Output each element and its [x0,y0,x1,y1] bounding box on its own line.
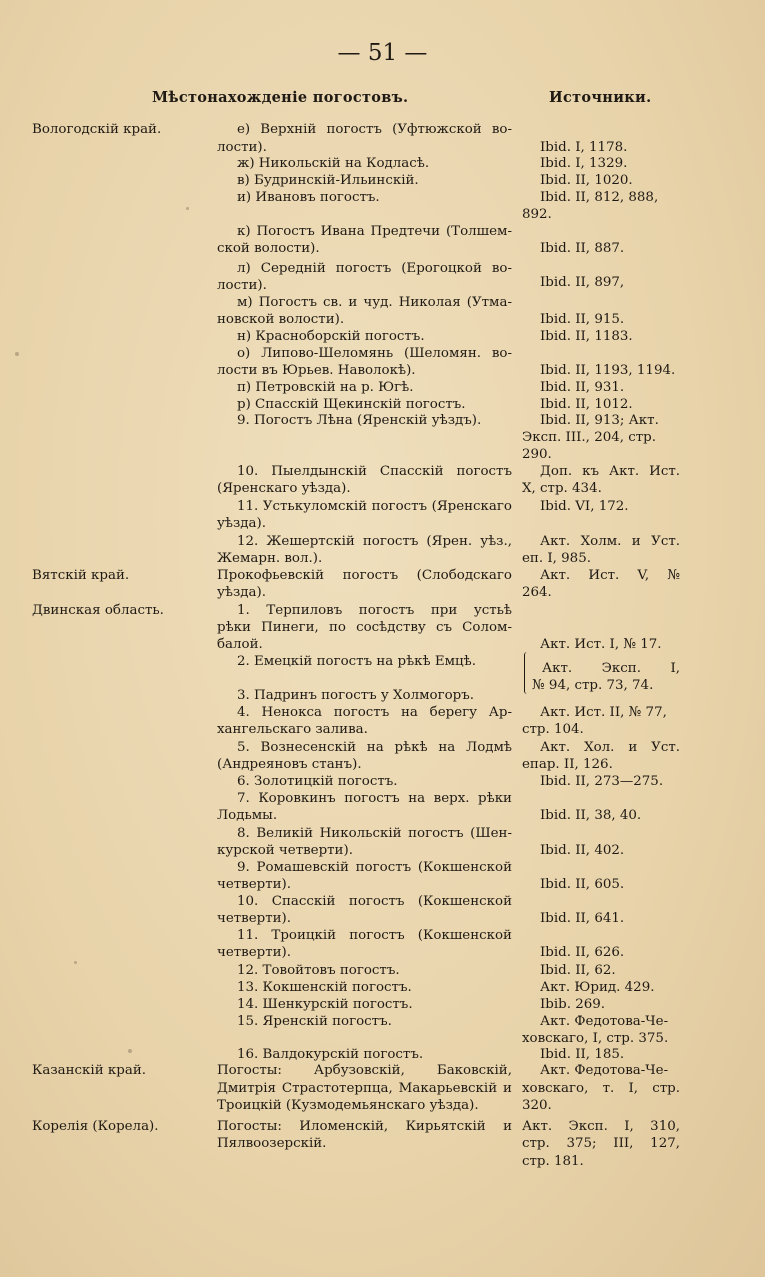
source-line: Ibid. II, 1012. [540,397,633,412]
entry-line: 16. Валдокурскій погостъ. [237,1047,424,1062]
entry-line: (Яренскаго уѣзда). [217,481,351,496]
entry-line: и) Ивановъ погостъ. [237,190,380,205]
source-line: 290. [522,447,552,462]
region-label: Казанскій край. [32,1063,146,1078]
entry-line: Погосты: Иломенскій, Кирьятскій и [217,1119,512,1134]
entry-line: Жемарн. вол.). [217,551,323,566]
source-line: 892. [522,207,552,222]
entry-line: Дмитрія Страстотерпца, Макарьевскій и [217,1081,512,1096]
source-line: № 94, стр. 73, 74. [532,678,654,693]
source-line: Ibid. II, 812, 888, [540,190,659,205]
source-line: X, стр. 434. [522,481,602,496]
source-line: Акт. Эксп. I, [542,661,680,676]
source-line: Акт. Ист. I, № 17. [540,637,662,652]
entry-line: 10. Пыелдынскій Спасскій погостъ [237,464,512,479]
region-label: Вологодскій край. [32,122,162,137]
source-line: Ibib. 269. [540,997,606,1012]
source-line: Ibid. II, 1020. [540,173,633,188]
source-line: Ibid. II, 1183. [540,329,633,344]
paper-speck [186,207,189,210]
entry-line: ж) Никольскій на Кодласѣ. [237,156,430,171]
paper-speck [15,352,19,356]
entry-line: 2. Емецкій погостъ на рѣкѣ Емцѣ. [237,654,476,669]
source-line: Ibid. II, 402. [540,843,625,858]
source-line: Ibid. II, 626. [540,945,625,960]
entry-line: 1. Терпиловъ погостъ при устьѣ [237,603,512,618]
source-line: Ibid. VI, 172. [540,499,629,514]
entry-line: (Андреяновъ станъ). [217,757,362,772]
entry-line: курской четверти). [217,843,353,858]
source-line: Ibid. II, 185. [540,1047,625,1062]
source-line: Ibid. II, 913; Акт. [540,413,659,428]
source-line: 264. [522,585,552,600]
region-label: Двинская область. [32,603,164,618]
bracket-mark [524,652,531,694]
source-line: ховскаго, т. I, стр. [522,1081,680,1096]
entry-line: 3. Падринъ погостъ у Холмогоръ. [237,688,475,703]
entry-line: четверти). [217,945,292,960]
source-line: Ibid. I, 1329. [540,156,628,171]
entry-line: балой. [217,637,263,652]
entry-line: к) Погостъ Ивана Предтечи (Толшем- [237,224,512,239]
entry-line: 8. Великій Никольскій погостъ (Шен- [237,826,512,841]
source-line: Ibid. I, 1178. [540,140,628,155]
paper-speck [74,961,77,964]
entry-line: 14. Шенкурскій погостъ. [237,997,413,1012]
entry-line: Прокофьевскій погостъ (Слободскаго [217,568,512,583]
entry-line: 9. Ромашевскій погостъ (Кокшенской [237,860,512,875]
entry-line: 12. Товойтовъ погостъ. [237,963,400,978]
source-line: стр. 104. [522,722,584,737]
paper-speck [128,1049,132,1053]
page-number: — 51 — [337,40,428,66]
source-line: Ibid. II, 38, 40. [540,808,642,823]
source-line: стр. 181. [522,1154,584,1169]
source-line: Акт. Федотова-Че- [540,1063,669,1078]
entry-line: е) Верхній погостъ (Уфтюжской во- [237,122,512,137]
source-line: Ibid. II, 887. [540,241,625,256]
entry-line: 15. Яренскій погостъ. [237,1014,392,1029]
entry-line: 5. Вознесенскій на рѣкѣ на Лодмѣ [237,740,512,755]
source-line: Акт. Ист. II, № 77, [540,705,667,720]
region-label: Вятскій край. [32,568,130,583]
entry-line: уѣзда). [217,516,266,531]
source-line: Акт. Федотова-Че- [540,1014,669,1029]
entry-line: Лодьмы. [217,808,278,823]
entry-line: лости). [217,278,267,293]
source-line: стр. 375; III, 127, [522,1136,680,1151]
source-line: Ibid. II, 1193, 1194. [540,363,676,378]
entry-line: р) Спасскій Щекинскій погостъ. [237,397,466,412]
entry-line: 13. Кокшенскій погостъ. [237,980,412,995]
source-line: Акт. Холм. и Уст. [540,534,680,549]
source-line: Акт. Юрид. 429. [540,980,655,995]
entry-line: ской волости). [217,241,320,256]
entry-line: 7. Коровкинъ погостъ на верх. рѣки [237,791,512,806]
entry-line: хангельскаго залива. [217,722,368,737]
entry-line: лости въ Юрьев. Наволокѣ). [217,363,416,378]
source-line: Ibid. II, 273—275. [540,774,664,789]
entry-line: 11. Устькуломскій погостъ (Яренскаго [237,499,512,514]
entry-line: 12. Жешертскій погостъ (Ярен. уѣз., [237,534,512,549]
source-line: епар. II, 126. [522,757,613,772]
header-location: Мѣстонахожденіе погостовъ. [152,89,409,106]
entry-line: 6. Золотицкій погостъ. [237,774,398,789]
entry-line: четверти). [217,877,292,892]
source-line: Акт. Ист. V, № [540,568,680,583]
entry-line: 4. Ненокса погостъ на берегу Ар- [237,705,512,720]
entry-line: четверти). [217,911,292,926]
entry-line: новской волости). [217,312,345,327]
source-line: Ibid. II, 641. [540,911,625,926]
entry-line: л) Середній погостъ (Ерогоцкой во- [237,261,512,276]
entry-line: Погосты: Арбузовскій, Баковскій, [217,1063,512,1078]
entry-line: 11. Троицкій погостъ (Кокшенской [237,928,512,943]
entry-line: п) Петровскій на р. Югѣ. [237,380,414,395]
entry-line: 9. Погостъ Лѣна (Яренскій уѣздъ). [237,413,482,428]
entry-line: н) Красноборскій погостъ. [237,329,425,344]
entry-line: 10. Спасскій погостъ (Кокшенской [237,894,512,909]
header-sources: Источники. [549,89,652,106]
source-line: Ibid. II, 931. [540,380,625,395]
entry-line: рѣки Пинеги, по сосѣдству съ Солом- [217,620,512,635]
source-line: Ibid. II, 915. [540,312,625,327]
region-label: Корелія (Корела). [32,1119,159,1134]
source-line: еп. I, 985. [522,551,591,566]
entry-line: м) Погостъ св. и чуд. Николая (Утма- [237,295,512,310]
source-line: Ibid. II, 62. [540,963,616,978]
source-line: Доп. къ Акт. Ист. [540,464,680,479]
entry-line: о) Липово-Шеломянь (Шеломян. во- [237,346,512,361]
entry-line: уѣзда). [217,585,266,600]
source-line: Ibid. II, 897, [540,275,625,290]
source-line: Акт. Эксп. I, 310, [522,1119,680,1134]
entry-line: Пялвоозерскій. [217,1136,327,1151]
entry-line: Троицкій (Кузмодемьянскаго уѣзда). [217,1098,479,1113]
source-line: Эксп. III., 204, стр. [522,430,656,445]
entry-line: в) Будринскій-Ильинскій. [237,173,419,188]
source-line: 320. [522,1098,552,1113]
source-line: Ibid. II, 605. [540,877,625,892]
source-line: ховскаго, I, стр. 375. [522,1031,669,1046]
source-line: Акт. Хол. и Уст. [540,740,680,755]
entry-line: лости). [217,140,267,155]
